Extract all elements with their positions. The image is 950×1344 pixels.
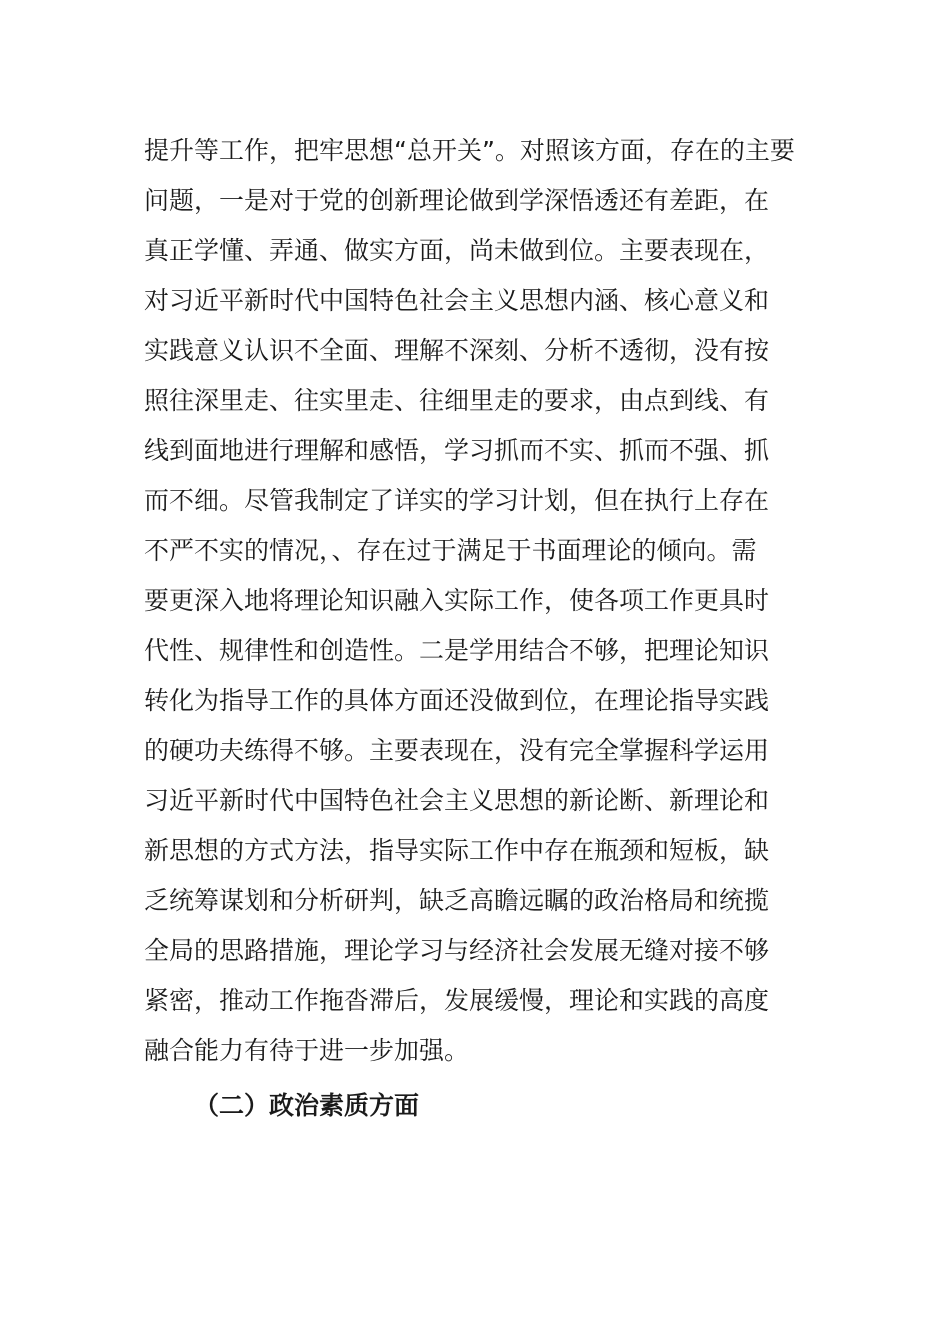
paragraph-line: 紧密，推动工作拖沓滞后，发展缓慢，理论和实践的高度 [144,986,770,1015]
paragraph-line: 融合能力有待于进一步加强。 [144,1036,470,1065]
paragraph-line: 新思想的方式方法，指导实际工作中存在瓶颈和短板，缺 [144,836,770,865]
paragraph-line: 不严不实的情况，、存在过于满足于书面理论的倾向。需 [144,536,757,565]
paragraph-line: 实践意义认识不全面、理解不深刻、分析不透彻，没有按 [144,336,770,365]
paragraph-line: 代性、规律性和创造性。二是学用结合不够，把理论知识 [144,636,770,665]
body-paragraph [144,126,808,1076]
paragraph-line: 习近平新时代中国特色社会主义思想的新论断、新理论和 [144,786,770,815]
paragraph-line: 全局的思路措施，理论学习与经济社会发展无缝对接不够 [144,936,770,965]
paragraph-line: 要更深入地将理论知识融入实际工作，使各项工作更具时 [144,586,770,615]
paragraph-line: 提升等工作，把牢思想“总开关”。对照该方面，存在的主要 [144,136,795,165]
paragraph-line: 对习近平新时代中国特色社会主义思想内涵、核心意义和 [144,286,770,315]
paragraph-line: 问题，一是对于党的创新理论做到学深悟透还有差距，在 [144,186,770,215]
paragraph-line: 转化为指导工作的具体方面还没做到位，在理论指导实践 [144,686,770,715]
paragraph-line: 的硬功夫练得不够。主要表现在，没有完全掌握科学运用 [144,736,770,765]
paragraph-line: 乏统筹谋划和分析研判，缺乏高瞻远瞩的政治格局和统揽 [144,886,770,915]
section-heading: （二）政治素质方面 [194,1091,420,1120]
paragraph-line: 照往深里走、往实里走、往细里走的要求，由点到线、有 [144,386,770,415]
paragraph-line: 真正学懂、弄通、做实方面，尚未做到位。主要表现在， [144,236,770,265]
paragraph-line: 线到面地进行理解和感悟，学习抓而不实、抓而不强、抓 [144,436,770,465]
paragraph-line: 而不细。尽管我制定了详实的学习计划，但在执行上存在 [144,486,770,515]
